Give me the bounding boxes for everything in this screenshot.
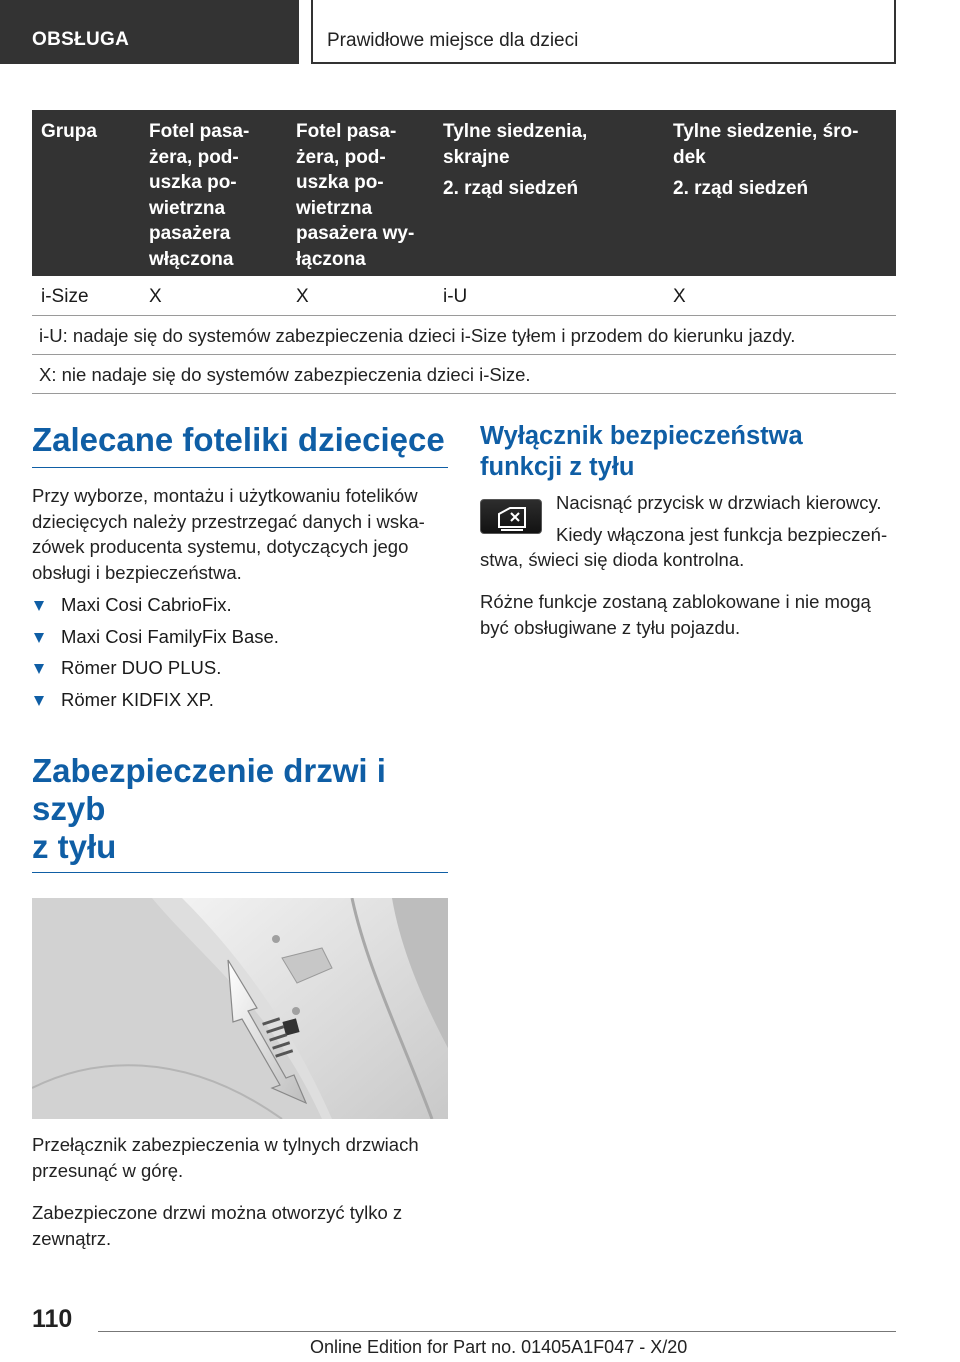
chapter-tab xyxy=(311,0,896,64)
rear-door-child-lock-image xyxy=(32,898,448,1119)
section-heading: Zalecane foteliki dziecięce xyxy=(32,421,448,468)
section-heading: Wyłącznik bezpieczeństwa funkcji z tyłu xyxy=(480,422,803,481)
table-row xyxy=(32,276,896,316)
edition-note: Online Edition for Part no. 01405A1F047 - X/20 xyxy=(310,1337,688,1357)
seats-intro: Przy wyborze, montażu i użytkowaniu fotelików dziecięcych należy przestrzegać danych i wska-zówek producenta systemu, dotyczących jego obsługi i bezpieczeństwa. xyxy=(32,485,425,583)
instruction-text: Przełącznik zabezpieczenia w tylnych drzwiach przesunąć w górę. xyxy=(32,1134,419,1181)
switch-effect-text: Różne funkcje zostaną zablokowane i nie mogą być obsługiwane z tyłu pojazdu. xyxy=(480,591,871,638)
window-lock-button-icon xyxy=(480,499,542,534)
chapter-title: Prawidłowe miejsce dla dzieci xyxy=(327,30,579,51)
seat-list xyxy=(32,592,448,712)
cell-rear-outer: i-U xyxy=(443,286,468,307)
triangle-bullet-icon xyxy=(34,664,44,674)
footer-divider xyxy=(98,1331,896,1332)
table-note: X: nie nadaje się do systemów zabezpieczenia dzieci i-Size. xyxy=(32,355,896,394)
isize-table xyxy=(32,110,896,394)
cell-front-off: X xyxy=(296,286,309,307)
col-header-rear-outer: Tylne siedzenia, skrajne 2. rząd siedzeń xyxy=(443,121,588,199)
section-tab xyxy=(0,0,299,64)
section-title: OBSŁUGA xyxy=(32,29,130,50)
col-header-front-on: Fotel pasa- żera, pod- uszka po- wietrzna pasażera włączona xyxy=(149,121,250,270)
list-item: Römer DUO PLUS. xyxy=(32,655,448,681)
section-heading: Zabezpieczenie drzwi i szyb z tyłu xyxy=(32,752,448,873)
col-header-rear-middle: Tylne siedzenie, śro- dek 2. rząd siedzeń xyxy=(673,121,859,199)
table-header xyxy=(32,110,896,276)
switch-indicator-text: Kiedy włączona jest funkcja bezpieczeń- xyxy=(556,524,888,545)
door-lock-instructions xyxy=(32,1132,448,1251)
cell-rear-middle: X xyxy=(673,286,686,307)
col-header-front-off: Fotel pasa- żera, pod- uszka po- wietrzna pasażera wy- łączona xyxy=(296,121,415,270)
table-note: i-U: nadaje się do systemów zabezpieczenia dzieci i-Size tyłem i przodem do kierunku jazdy. xyxy=(32,316,896,355)
list-item: Maxi Cosi CabrioFix. xyxy=(32,592,448,618)
triangle-bullet-icon xyxy=(34,633,44,643)
list-item: Römer KIDFIX XP. xyxy=(32,687,448,713)
cell-front-on: X xyxy=(149,286,162,307)
recommended-seats-section xyxy=(32,421,448,718)
triangle-bullet-icon xyxy=(34,601,44,611)
instruction-text: Zabezpieczone drzwi można otworzyć tylko z zewnątrz. xyxy=(32,1202,403,1249)
safety-switch-section xyxy=(480,421,896,638)
list-item: Maxi Cosi FamilyFix Base. xyxy=(32,624,448,650)
page-number: 110 xyxy=(32,1305,73,1333)
triangle-bullet-icon xyxy=(34,696,44,706)
door-illustration xyxy=(32,898,448,1119)
col-header-group: Grupa xyxy=(41,121,97,142)
window-lock-icon xyxy=(481,500,543,535)
cell-group: i-Size xyxy=(41,286,89,307)
switch-indicator-text: stwa, świeci się dioda kontrolna. xyxy=(480,549,745,570)
switch-instruction: Nacisnąć przycisk w drzwiach kierowcy. xyxy=(556,492,882,513)
